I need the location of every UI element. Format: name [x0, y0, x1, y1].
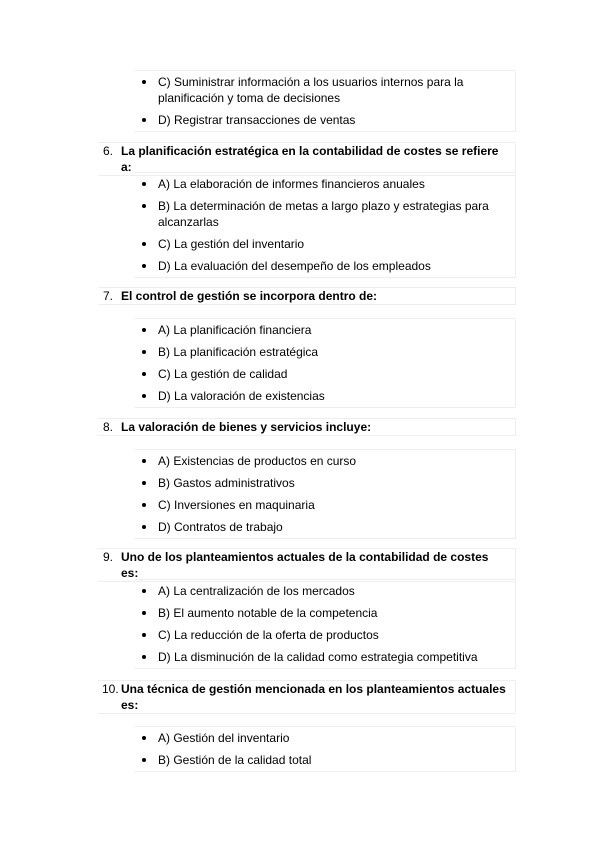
- bullet-icon: [142, 459, 146, 463]
- bullet-icon: [142, 758, 146, 762]
- question-7: [98, 287, 516, 305]
- bullet-icon: [142, 525, 146, 529]
- options-list-question-10: [135, 726, 516, 772]
- question-number: 6.: [103, 144, 114, 158]
- bullet-icon: [142, 589, 146, 593]
- option-a: A) Gestión del inventario: [135, 730, 515, 746]
- option-c: C) La reducción de la oferta de productos: [135, 627, 515, 643]
- bullet-icon: [142, 611, 146, 615]
- option-a: A) La elaboración de informes financieros anuales: [135, 176, 515, 192]
- option-d: D) La disminución de la calidad como estrategia competitiva: [135, 649, 515, 665]
- question-10: [98, 680, 516, 714]
- option-a: A) Existencias de productos en curso: [135, 453, 515, 469]
- bullet-icon: [142, 350, 146, 354]
- option-b: B) La planificación estratégica: [135, 344, 515, 360]
- question-text: La valoración de bienes y servicios incluye:: [121, 420, 372, 434]
- bullet-icon: [142, 264, 146, 268]
- option-b: B) Gestión de la calidad total: [135, 752, 515, 768]
- question-text: El control de gestión se incorpora dentro de:: [121, 289, 378, 303]
- option-b: B) Gastos administrativos: [135, 475, 515, 491]
- question-text: Una técnica de gestión mencionada en los planteamientos actuales es:: [121, 682, 506, 712]
- options-list-question-9: [135, 579, 516, 669]
- options-list-continuation: [135, 70, 516, 132]
- bullet-icon: [142, 242, 146, 246]
- bullet-icon: [142, 372, 146, 376]
- bullet-icon: [142, 328, 146, 332]
- question-8: [98, 418, 516, 436]
- option-c: C) Inversiones en maquinaria: [135, 497, 515, 513]
- question-9: [98, 548, 516, 582]
- option-c: C) La gestión del inventario: [135, 236, 515, 252]
- bullet-icon: [142, 204, 146, 208]
- bullet-icon: [142, 481, 146, 485]
- option-b: B) El aumento notable de la competencia: [135, 605, 515, 621]
- option-d: D) La valoración de existencias: [135, 388, 515, 404]
- question-number: 9.: [103, 550, 114, 564]
- bullet-icon: [142, 503, 146, 507]
- options-list-question-6: [135, 172, 516, 278]
- question-6: [98, 142, 516, 176]
- bullet-icon: [142, 655, 146, 659]
- option-d: D) Registrar transacciones de ventas: [135, 112, 515, 128]
- options-list-question-8: [135, 449, 516, 539]
- option-d: D) Contratos de trabajo: [135, 519, 515, 535]
- option-d: D) La evaluación del desempeño de los empleados: [135, 258, 515, 274]
- option-a: A) La planificación financiera: [135, 322, 515, 338]
- option-c: C) Suministrar información a los usuarios internos para la planificación y toma de decisiones: [135, 74, 515, 106]
- question-text: Uno de los planteamientos actuales de la contabilidad de costes es:: [121, 550, 489, 580]
- bullet-icon: [142, 394, 146, 398]
- options-list-question-7: [135, 318, 516, 408]
- bullet-icon: [142, 118, 146, 122]
- question-text: La planificación estratégica en la contabilidad de costes se refiere a:: [121, 144, 499, 174]
- bullet-icon: [142, 80, 146, 84]
- question-number: 8.: [103, 420, 114, 434]
- bullet-icon: [142, 633, 146, 637]
- bullet-icon: [142, 736, 146, 740]
- option-c: C) La gestión de calidad: [135, 366, 515, 382]
- bullet-icon: [142, 182, 146, 186]
- option-b: B) La determinación de metas a largo plazo y estrategias para alcanzarlas: [135, 198, 515, 230]
- question-number: 7.: [103, 289, 114, 303]
- question-number: 10.: [102, 682, 119, 696]
- option-a: A) La centralización de los mercados: [135, 583, 515, 599]
